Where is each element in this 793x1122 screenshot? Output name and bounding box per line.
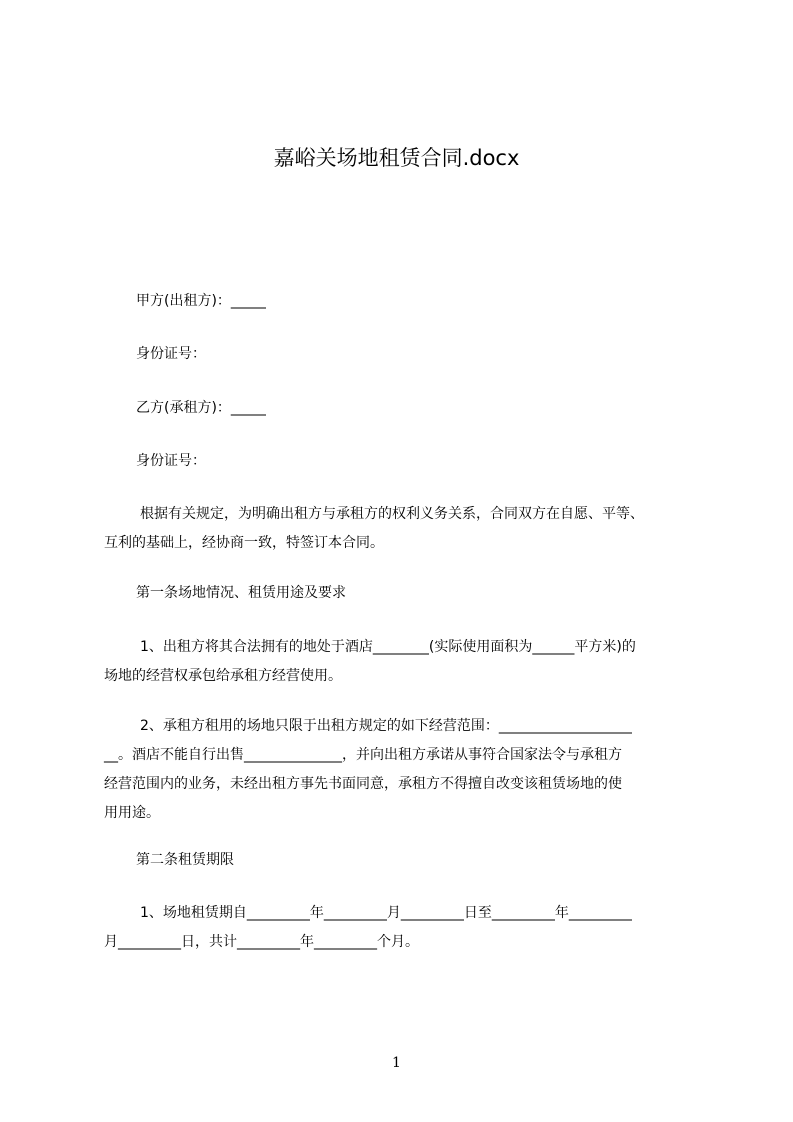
party-a-line: 甲方(出租方)：_____ xyxy=(136,293,266,309)
article-1-heading: 第一条场地情况、租赁用途及要求 xyxy=(136,585,346,601)
article-1-clause-1 xyxy=(104,633,708,691)
article-1-clause-2-line-3: 经营范围内的业务，未经出租方事先书面同意，承租方不得擅自改变该租赁场地的使 xyxy=(104,776,622,792)
article-1-clause-2-line-1: 2、承租方租用的场地只限于出租方规定的如下经营范围：___________________ xyxy=(140,718,632,734)
page-number: 1 xyxy=(392,1055,401,1071)
party-b-line: 乙方(承租方)：_____ xyxy=(136,400,266,416)
article-2-heading: 第二条租赁期限 xyxy=(136,852,234,868)
article-1-clause-2-line-4: 用用途。 xyxy=(104,805,160,821)
preamble-paragraph xyxy=(104,500,708,558)
party-a-id-line: 身份证号： xyxy=(136,346,206,362)
document-title: 嘉峪关场地租赁合同.docx xyxy=(273,146,520,170)
article-2-clause-1-line-1: 1、场地租赁期自_________年_________月_________日至_________年_________ xyxy=(140,905,632,921)
party-b-id-line: 身份证号： xyxy=(136,453,206,469)
article-2-clause-1-line-2: 月_________日，共计_________年_________个月。 xyxy=(104,934,419,950)
article-1-clause-1-line-2: 场地的经营权承包给承租方经营使用。 xyxy=(104,668,342,684)
article-1-clause-1-line-1: 1、出租方将其合法拥有的地处于酒店________(实际使用面积为______平方米)的 xyxy=(140,639,636,655)
preamble-line-2: 互利的基础上，经协商一致，特签订本合同。 xyxy=(104,535,384,551)
article-1-clause-2-line-2: __。酒店不能自行出售______________，并向出租方承诺从事符合国家法令与承租方 xyxy=(104,747,622,763)
preamble-line-1: 根据有关规定，为明确出租方与承租方的权利义务关系，合同双方在自愿、平等、 xyxy=(140,506,644,522)
article-1-clause-2 xyxy=(104,712,708,828)
article-2-clause-1 xyxy=(104,899,708,957)
